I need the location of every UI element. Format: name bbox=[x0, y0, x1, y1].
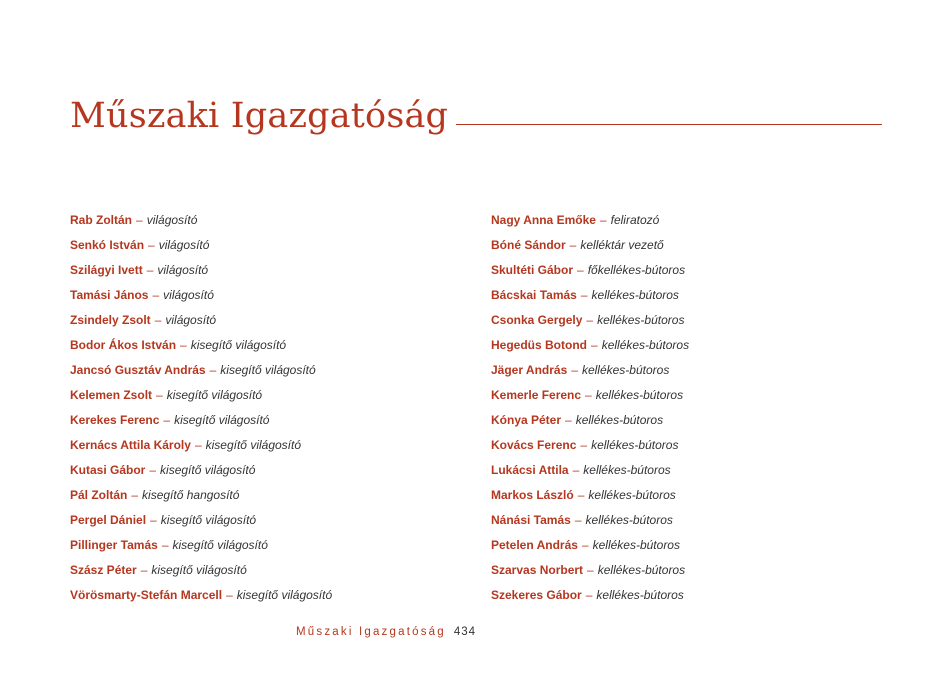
staff-name: Jäger András bbox=[491, 363, 568, 377]
separator-dash: – bbox=[131, 488, 139, 502]
staff-name: Nagy Anna Emőke bbox=[491, 213, 596, 227]
staff-entry bbox=[70, 383, 332, 408]
staff-entry bbox=[491, 533, 689, 558]
staff-entry bbox=[491, 283, 689, 308]
staff-entry bbox=[70, 508, 332, 533]
staff-name: Skultéti Gábor bbox=[491, 263, 574, 277]
staff-role: világosító bbox=[165, 313, 217, 327]
staff-entry bbox=[491, 508, 689, 533]
separator-dash: – bbox=[154, 313, 162, 327]
staff-name: Kelemen Zsolt bbox=[70, 388, 153, 402]
staff-name: Pál Zoltán bbox=[70, 488, 128, 502]
separator-dash: – bbox=[163, 413, 171, 427]
header bbox=[70, 88, 882, 134]
staff-role: világosító bbox=[158, 238, 210, 252]
staff-role: kisegítő világosító bbox=[205, 438, 302, 452]
staff-entry bbox=[70, 458, 332, 483]
separator-dash: – bbox=[585, 588, 593, 602]
separator-dash: – bbox=[226, 588, 233, 602]
staff-role: kisegítő világosító bbox=[160, 463, 256, 477]
separator-dash: – bbox=[148, 238, 155, 252]
staff-role: világosító bbox=[163, 288, 214, 302]
separator-dash: – bbox=[572, 463, 580, 477]
staff-name: Nánási Tamás bbox=[491, 513, 571, 527]
staff-name: Kónya Péter bbox=[491, 413, 562, 427]
staff-name: Pillinger Tamás bbox=[70, 538, 158, 552]
staff-name: Markos László bbox=[491, 488, 574, 502]
separator-dash: – bbox=[587, 563, 594, 577]
staff-name: Bóné Sándor bbox=[491, 238, 566, 252]
staff-entry bbox=[70, 583, 332, 608]
separator-dash: – bbox=[586, 313, 594, 327]
separator-dash: – bbox=[577, 263, 584, 277]
staff-entry bbox=[491, 458, 689, 483]
staff-name: Szilágyi Ivett bbox=[70, 263, 143, 277]
separator-dash: – bbox=[209, 363, 217, 377]
separator-dash: – bbox=[156, 388, 163, 402]
staff-entry bbox=[70, 333, 332, 358]
staff-entry bbox=[70, 433, 332, 458]
staff-name: Rab Zoltán bbox=[70, 213, 132, 227]
separator-dash: – bbox=[571, 363, 578, 377]
separator-dash: – bbox=[152, 288, 160, 302]
staff-role: kellékes-bútoros bbox=[601, 338, 690, 352]
staff-name: Zsindely Zsolt bbox=[70, 313, 151, 327]
staff-role: kellékes-bútoros bbox=[596, 588, 684, 602]
staff-role: kellékes-bútoros bbox=[597, 563, 686, 577]
separator-dash: – bbox=[581, 538, 589, 552]
staff-role: kellékes-bútoros bbox=[588, 488, 676, 502]
staff-entry bbox=[70, 408, 332, 433]
staff-name: Senkó István bbox=[70, 238, 145, 252]
staff-entry bbox=[491, 433, 689, 458]
staff-role: kisegítő világosító bbox=[160, 513, 257, 527]
staff-role: kisegítő hangosító bbox=[142, 488, 240, 502]
staff-entry bbox=[70, 533, 332, 558]
staff-entry bbox=[70, 208, 332, 233]
staff-name: Bodor Ákos István bbox=[70, 338, 177, 352]
staff-role: kelléktár vezető bbox=[580, 238, 664, 252]
staff-role: kellékes-bútoros bbox=[595, 388, 684, 402]
staff-role: világosító bbox=[157, 263, 209, 277]
staff-role: kellékes-bútoros bbox=[585, 513, 673, 527]
staff-name: Csonka Gergely bbox=[491, 313, 583, 327]
staff-name: Lukácsi Attila bbox=[491, 463, 569, 477]
staff-entry bbox=[491, 483, 689, 508]
page-title: Műszaki Igazgatóság bbox=[70, 96, 449, 136]
separator-dash: – bbox=[136, 213, 143, 227]
separator-dash: – bbox=[577, 488, 585, 502]
staff-entry bbox=[70, 233, 332, 258]
staff-entry bbox=[491, 408, 689, 433]
staff-entry bbox=[70, 483, 332, 508]
staff-role: kellékes-bútoros bbox=[591, 288, 679, 302]
staff-role: kisegítő világosító bbox=[190, 338, 287, 352]
staff-name: Kemerle Ferenc bbox=[491, 388, 582, 402]
staff-entry bbox=[491, 333, 689, 358]
staff-entry bbox=[491, 308, 689, 333]
staff-entry bbox=[70, 558, 332, 583]
staff-entry bbox=[491, 383, 689, 408]
staff-name: Szász Péter bbox=[70, 563, 137, 577]
staff-name: Tamási János bbox=[70, 288, 149, 302]
staff-entry bbox=[70, 308, 332, 333]
staff-role: világosító bbox=[146, 213, 198, 227]
staff-name: Kerekes Ferenc bbox=[70, 413, 160, 427]
staff-entry bbox=[70, 258, 332, 283]
separator-dash: – bbox=[574, 513, 582, 527]
separator-dash: – bbox=[599, 213, 607, 227]
separator-dash: – bbox=[180, 338, 187, 352]
separator-dash: – bbox=[580, 438, 588, 452]
staff-name: Kernács Attila Károly bbox=[70, 438, 191, 452]
staff-name: Kovács Ferenc bbox=[491, 438, 577, 452]
page-footer bbox=[296, 626, 476, 638]
staff-role: kisegítő világosító bbox=[220, 363, 316, 377]
staff-name: Pergel Dániel bbox=[70, 513, 147, 527]
separator-dash: – bbox=[161, 538, 169, 552]
separator-dash: – bbox=[150, 513, 157, 527]
staff-role: kellékes-bútoros bbox=[583, 463, 671, 477]
staff-name: Petelen András bbox=[491, 538, 578, 552]
staff-name: Bácskai Tamás bbox=[491, 288, 577, 302]
staff-list-right bbox=[491, 208, 689, 608]
separator-dash: – bbox=[149, 463, 157, 477]
separator-dash: – bbox=[591, 338, 598, 352]
staff-name: Jancsó Gusztáv András bbox=[70, 363, 206, 377]
staff-entry bbox=[491, 208, 689, 233]
staff-list-left bbox=[70, 208, 332, 608]
staff-role: feliratozó bbox=[610, 213, 660, 227]
footer-section-label: Műszaki Igazgatóság bbox=[296, 626, 446, 638]
separator-dash: – bbox=[565, 413, 572, 427]
staff-role: kellékes-bútoros bbox=[592, 538, 680, 552]
separator-dash: – bbox=[580, 288, 588, 302]
staff-role: kellékes-bútoros bbox=[581, 363, 670, 377]
staff-entry bbox=[491, 558, 689, 583]
staff-name: Vörösmarty-Stefán Marcell bbox=[70, 588, 223, 602]
staff-role: kellékes-bútoros bbox=[575, 413, 664, 427]
separator-dash: – bbox=[194, 438, 202, 452]
separator-dash: – bbox=[140, 563, 148, 577]
staff-entry bbox=[491, 233, 689, 258]
separator-dash: – bbox=[585, 388, 592, 402]
staff-role: kisegítő világosító bbox=[236, 588, 333, 602]
staff-role: kellékes-bútoros bbox=[591, 438, 679, 452]
page-number: 434 bbox=[453, 626, 477, 638]
staff-entry bbox=[491, 583, 689, 608]
separator-dash: – bbox=[569, 238, 577, 252]
staff-role: kisegítő világosító bbox=[172, 538, 268, 552]
staff-role: kisegítő világosító bbox=[151, 563, 247, 577]
staff-role: kisegítő világosító bbox=[174, 413, 270, 427]
staff-role: főkellékes-bútoros bbox=[587, 263, 686, 277]
staff-role: kisegítő világosító bbox=[166, 388, 263, 402]
staff-name: Szekeres Gábor bbox=[491, 588, 582, 602]
title-rule bbox=[456, 124, 882, 125]
staff-role: kellékes-bútoros bbox=[597, 313, 685, 327]
separator-dash: – bbox=[146, 263, 154, 277]
staff-entry bbox=[491, 358, 689, 383]
staff-entry bbox=[70, 283, 332, 308]
staff-name: Hegedüs Botond bbox=[491, 338, 587, 352]
staff-entry bbox=[491, 258, 689, 283]
staff-name: Kutasi Gábor bbox=[70, 463, 146, 477]
staff-name: Szarvas Norbert bbox=[491, 563, 584, 577]
staff-entry bbox=[70, 358, 332, 383]
